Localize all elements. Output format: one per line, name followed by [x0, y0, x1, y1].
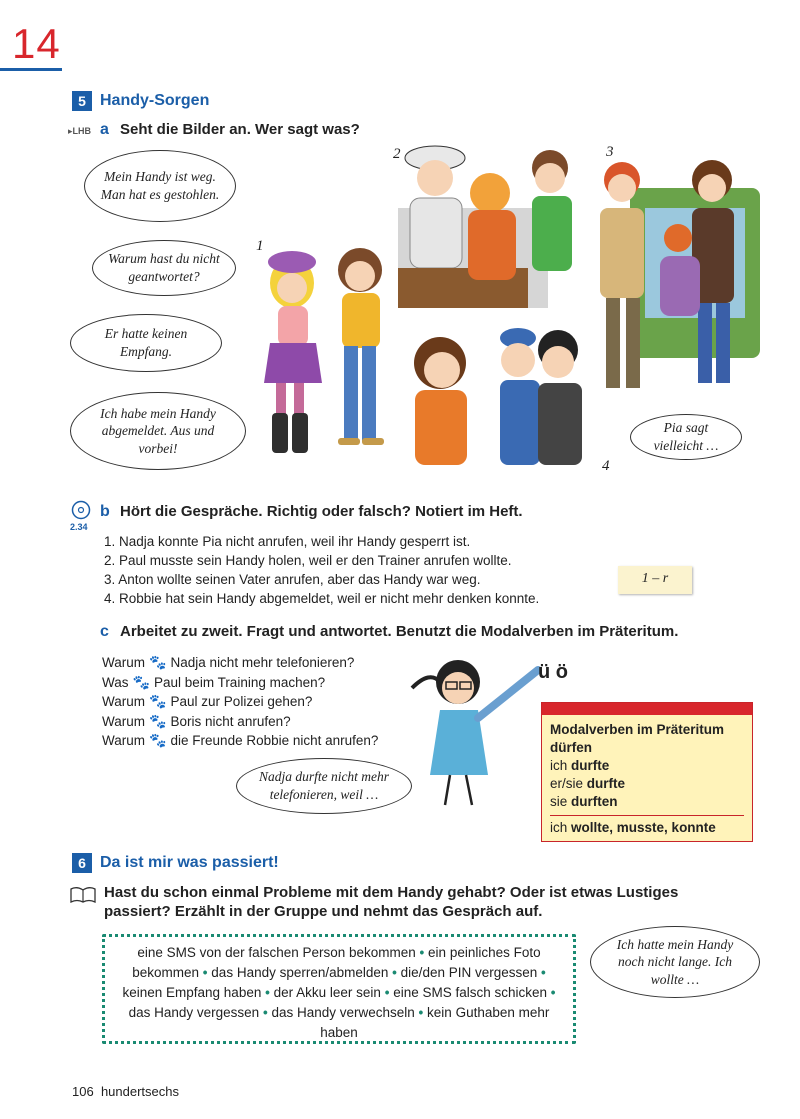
audio-track: 2.34	[70, 522, 88, 532]
bullet-icon: •	[550, 985, 556, 1000]
statement-1: 1. Nadja konnte Pia nicht anrufen, weil ihr Handy gesperrt ist.	[104, 534, 471, 549]
question-1: Warum 🐾 Nadja nicht mehr telefonieren?	[102, 653, 378, 673]
page-footer	[72, 1084, 179, 1099]
lhb-tag: ▸LHB	[68, 126, 92, 136]
picture-label-3: 3	[606, 144, 614, 160]
phrase: kein Guthaben mehr haben	[320, 1005, 550, 1040]
bullet-icon: •	[419, 945, 425, 960]
phrase: ein peinliches Foto bekommen	[132, 945, 541, 980]
modal-row-3: sie durften	[550, 794, 618, 809]
modal-box-header	[542, 703, 752, 715]
answer-note: 1 – r	[618, 566, 692, 594]
paw-icon: 🐾	[149, 693, 167, 709]
bubble-3: Er hatte keinen Empfang.	[70, 314, 222, 372]
bubble-1: Mein Handy ist weg. Man hat es gestohlen.	[84, 150, 236, 222]
play-icon: ▸	[68, 126, 73, 136]
question-2: Was 🐾 Paul beim Training machen?	[102, 673, 378, 693]
chapter-rule	[0, 68, 62, 71]
answer-bubble: Nadja durfte nicht mehr telefonieren, weil …	[236, 758, 412, 814]
picture-2-police	[393, 146, 572, 308]
modal-row-1: ich durfte	[550, 758, 610, 773]
picture-4-boys	[414, 328, 610, 473]
paw-icon: 🐾	[149, 732, 167, 748]
section-6-title: Da ist mir was passiert!	[100, 854, 279, 871]
task-a-letter: a	[100, 121, 109, 138]
bullet-icon: •	[392, 965, 397, 980]
paw-icon: 🐾	[149, 712, 167, 729]
phrase: keinen Empfang haben	[122, 985, 262, 1000]
modal-verbs-box	[541, 702, 753, 842]
page-number: 106	[72, 1084, 94, 1099]
phrase: der Akku leer sein	[273, 985, 381, 1000]
bubble-4: Ich habe mein Handy abgemeldet. Aus und vorbei!	[70, 392, 246, 470]
bullet-icon: •	[384, 985, 390, 1000]
bullet-icon: •	[265, 985, 270, 1000]
picture-label-1: 1	[256, 238, 264, 254]
modal-row-2: er/sie durfte	[550, 776, 626, 791]
task-c-letter: c	[100, 623, 109, 640]
question-4: Warum 🐾 Boris nicht anrufen?	[102, 712, 378, 732]
phrase: das Handy sperren/abmelden	[211, 965, 389, 980]
task-b-instruction: Hört die Gespräche. Richtig oder falsch? Notiert im Heft.	[120, 503, 523, 520]
section-6-number: 6	[72, 853, 92, 873]
cd-audio-icon[interactable]	[71, 500, 91, 520]
bubble-2: Warum hast du nicht geantwortet?	[92, 240, 236, 296]
task-b-letter: b	[100, 503, 110, 520]
statement-2: 2. Paul musste sein Handy holen, weil er den Trainer anrufen wollte.	[104, 553, 512, 568]
pia-bubble: Pia sagt vielleicht …	[630, 414, 742, 460]
phrase: das Handy verwechseln	[271, 1005, 415, 1020]
task-c-instruction: Arbeitet zu zweit. Fragt und antwortet. Benutzt die Modalverben im Präteritum.	[120, 623, 679, 640]
umlaut-letters: ü ö	[538, 661, 568, 683]
paw-icon: 🐾	[132, 673, 150, 690]
question-list	[102, 653, 378, 751]
phrase: eine SMS von der falschen Person bekommen	[137, 945, 416, 960]
phrase: die/den PIN vergessen	[400, 965, 538, 980]
modal-row-last: ich wollte, musste, konnte	[550, 815, 744, 837]
section-6-instruction: Hast du schon einmal Probleme mit dem Handy gehabt? Oder ist etwas Lustiges passiert? Erzählt in der Gruppe und nehmt das Gespräch auf.	[104, 884, 679, 920]
statement-list	[104, 532, 539, 608]
section-5-title: Handy-Sorgen	[100, 92, 210, 109]
modal-box-title: Modalverben im Präteritum	[550, 722, 725, 737]
phrase-box	[102, 934, 576, 1044]
bullet-icon: •	[541, 965, 546, 980]
page-word: hundertsechs	[100, 1084, 179, 1099]
bullet-icon: •	[202, 965, 208, 980]
chapter-number: 14	[12, 20, 61, 67]
picture-3-bus	[600, 144, 760, 388]
question-3: Warum 🐾 Paul zur Polizei gehen?	[102, 692, 378, 712]
section-5-number: 5	[72, 91, 92, 111]
bullet-icon: •	[418, 1005, 424, 1020]
bullet-icon: •	[262, 1005, 268, 1020]
picture-label-2: 2	[393, 146, 401, 162]
section-6-bubble: Ich hatte mein Handy noch nicht lange. Ich wollte …	[590, 926, 760, 998]
phrase: eine SMS falsch schicken	[393, 985, 548, 1000]
picture-1-girls	[264, 248, 384, 453]
modal-verb: dürfen	[550, 740, 592, 755]
statement-4: 4. Robbie hat sein Handy abgemeldet, weil er nicht mehr denken konnte.	[104, 591, 540, 606]
question-5: Warum 🐾 die Freunde Robbie nicht anrufen?	[102, 731, 378, 751]
task-a-instruction: Seht die Bilder an. Wer sagt was?	[120, 121, 360, 138]
picture-label-4: 4	[602, 458, 610, 473]
book-icon	[70, 886, 96, 904]
paw-icon: 🐾	[149, 654, 167, 670]
statement-3: 3. Anton wollte seinen Vater anrufen, aber das Handy war weg.	[104, 572, 481, 587]
phrase: das Handy vergessen	[128, 1005, 260, 1020]
